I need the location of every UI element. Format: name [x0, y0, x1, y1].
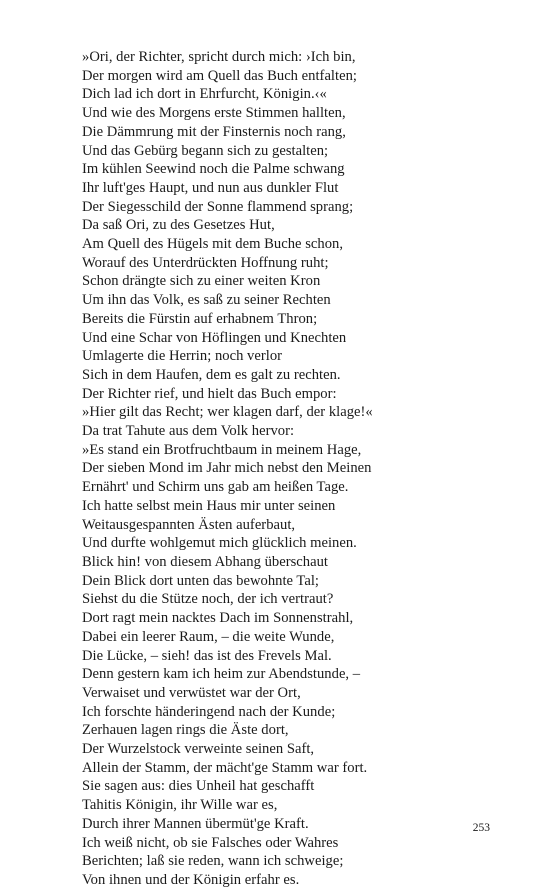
poem-line: Der Wurzelstock verweinte seinen Saft,	[82, 741, 315, 758]
poem-line: Und das Gebürg begann sich zu gestalten;	[82, 142, 329, 159]
poem-line: Der sieben Mond im Jahr mich nebst den Meinen	[82, 460, 372, 477]
poem-line: Im kühlen Seewind noch die Palme schwang	[82, 161, 345, 178]
poem-line: Ihr luft'ges Haupt, und nun aus dunkler Flut	[82, 179, 339, 196]
poem-line: Und eine Schar von Höflingen und Knechten	[82, 329, 347, 346]
poem-line: Und wie des Morgens erste Stimmen hallten,	[82, 105, 346, 122]
poem-line: »Ori, der Richter, spricht durch mich: ›Ich bin,	[82, 49, 356, 65]
poem-line: Allein der Stamm, der mächt'ge Stamm war fort.	[82, 759, 368, 776]
poem-line: »Es stand ein Brotfruchtbaum in meinem Hage,	[82, 441, 362, 458]
poem-line: Am Quell des Hügels mit dem Buche schon,	[82, 236, 344, 253]
poem-line: Verwaiset und verwüstet war der Ort,	[82, 684, 301, 701]
poem-line: Bereits die Fürstin auf erhabnem Thron;	[82, 310, 318, 327]
poem-line: Dein Blick dort unten das bewohnte Tal;	[82, 572, 319, 589]
poem-line: Denn gestern kam ich heim zur Abendstunde, –	[82, 666, 361, 683]
poem-text	[82, 48, 482, 890]
page-number: 253	[472, 822, 490, 834]
poem-line: Blick hin! von diesem Abhang überschaut	[82, 553, 328, 570]
poem-line: Der morgen wird am Quell das Buch entfalten;	[82, 67, 357, 84]
poem-line: Durch ihrer Mannen übermüt'ge Kraft.	[82, 815, 309, 832]
poem-line: Dabei ein leerer Raum, – die weite Wunde,	[82, 628, 335, 645]
poem-line: Siehst du die Stütze noch, der ich vertraut?	[82, 591, 334, 608]
poem-line: Tahitis Königin, ihr Wille war es,	[82, 797, 278, 814]
poem-line: Worauf des Unterdrückten Hoffnung ruht;	[82, 254, 329, 271]
poem-line: Sie sagen aus: dies Unheil hat geschafft	[82, 778, 315, 795]
poem-line: Umlagerte die Herrin; noch verlor	[82, 348, 283, 365]
poem-line: Da trat Tahute aus dem Volk hervor:	[82, 423, 295, 440]
poem-line: Und durfte wohlgemut mich glücklich meinen.	[82, 535, 357, 552]
poem-line: Weitausgespannten Ästen auferbaut,	[82, 516, 296, 533]
poem-line: Da saß Ori, zu des Gesetzes Hut,	[82, 217, 275, 234]
poem-line: Ich hatte selbst mein Haus mir unter seinen	[82, 497, 336, 514]
poem-line: Dich lad ich dort in Ehrfurcht, Königin.‹«	[82, 86, 327, 103]
poem-line: Zerhauen lagen rings die Äste dort,	[82, 722, 289, 739]
poem-line: Die Dämmrung mit der Finsternis noch rang,	[82, 123, 346, 140]
poem-line: Ich forschte händeringend nach der Kunde;	[82, 703, 336, 720]
poem-line: Sich in dem Haufen, dem es galt zu rechten.	[82, 366, 341, 383]
poem-line: Dort ragt mein nacktes Dach im Sonnenstrahl,	[82, 610, 354, 627]
poem-line: Die Lücke, – sieh! das ist des Frevels Mal.	[82, 647, 332, 664]
poem-line: Von ihnen und der Königin erfahr es.	[82, 871, 300, 888]
poem-line: Berichten; laß sie reden, wann ich schweige;	[82, 853, 344, 870]
poem-line: Schon drängte sich zu einer weiten Kron	[82, 273, 321, 290]
poem-line: Der Siegesschild der Sonne flammend sprang;	[82, 198, 354, 215]
poem-line: Um ihn das Volk, es saß zu seiner Rechten	[82, 292, 331, 309]
poem-line: »Hier gilt das Recht; wer klagen darf, der klage!«	[82, 404, 373, 421]
poem-line: Ich weiß nicht, ob sie Falsches oder Wahres	[82, 834, 339, 851]
poem-line: Ernährt' und Schirm uns gab am heißen Tage.	[82, 479, 349, 496]
poem-line: Der Richter rief, und hielt das Buch empor:	[82, 385, 337, 402]
